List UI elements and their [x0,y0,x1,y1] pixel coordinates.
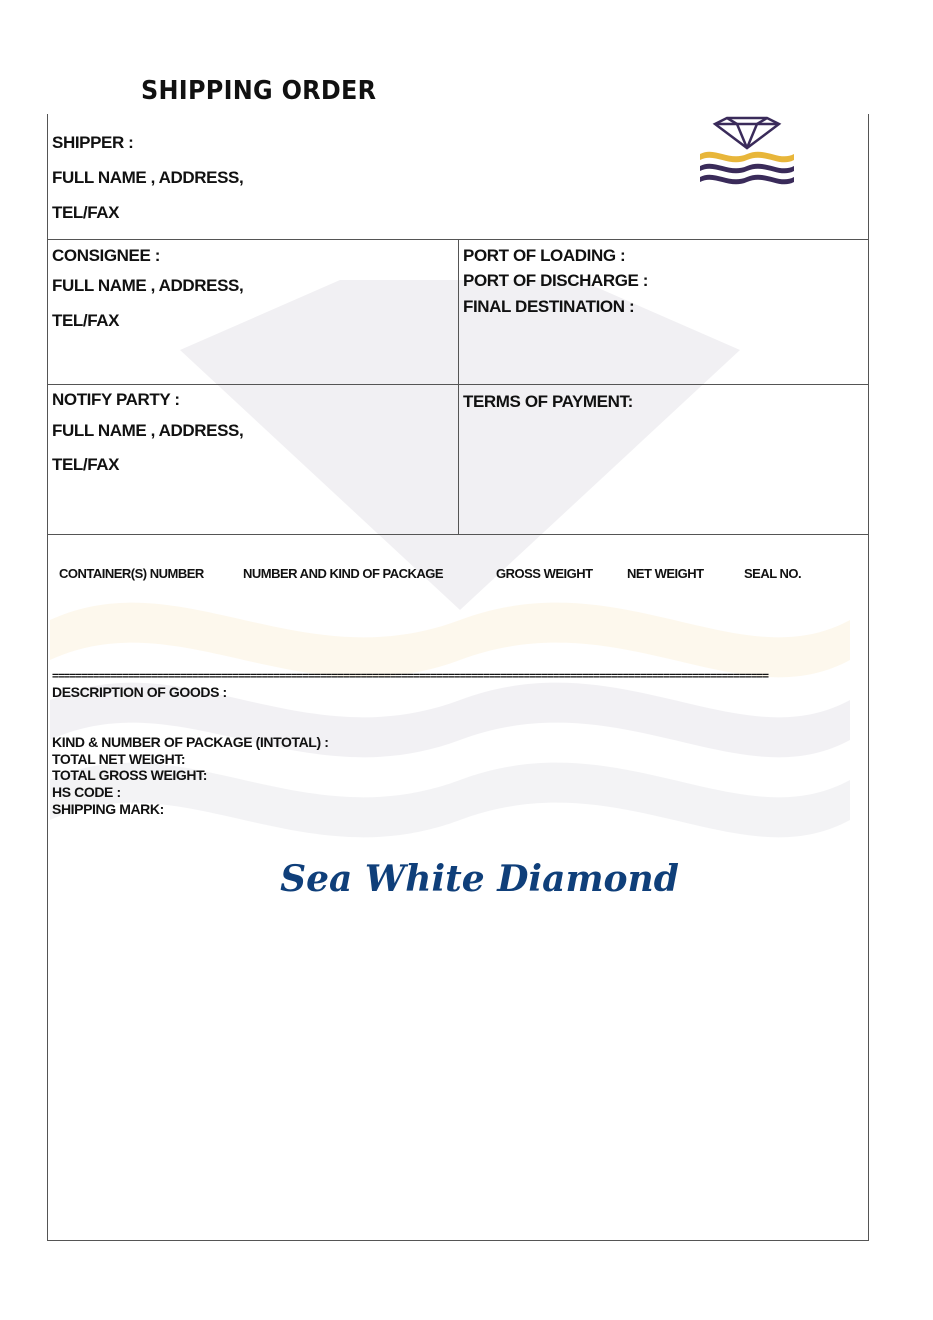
port-of-discharge-label: PORT OF DISCHARGE : [463,271,649,290]
total-gross-weight-label: TOTAL GROSS WEIGHT: [52,767,207,783]
company-brand-name: Sea White Diamond [280,858,679,900]
consignee-tel: TEL/FAX [52,311,120,330]
shipper-name-address: FULL NAME , ADDRESS, [52,168,244,187]
total-net-weight-label: TOTAL NET WEIGHT: [52,751,186,767]
final-destination-label: FINAL DESTINATION : [463,297,635,316]
shipper-tel: TEL/FAX [52,203,120,222]
shipper-label: SHIPPER : [52,133,134,152]
shipping-mark-label: SHIPPING MARK: [52,801,164,817]
kind-number-package-label: KIND & NUMBER OF PACKAGE (INTOTAL) : [52,734,329,750]
column-net-weight: NET WEIGHT [627,566,704,581]
column-container-number: CONTAINER(S) NUMBER [59,566,204,581]
notify-name-address: FULL NAME , ADDRESS, [52,421,244,440]
divider [47,534,868,535]
terms-of-payment-label: TERMS OF PAYMENT: [463,392,633,411]
divider [458,239,459,534]
hs-code-label: HS CODE : [52,784,121,800]
separator-line: =========================================================================================================================== [52,669,769,682]
notify-tel: TEL/FAX [52,455,120,474]
consignee-label: CONSIGNEE : [52,246,161,265]
column-seal-no: SEAL NO. [744,566,802,581]
column-package: NUMBER AND KIND OF PACKAGE [243,566,444,581]
port-of-loading-label: PORT OF LOADING : [463,246,626,265]
column-gross-weight: GROSS WEIGHT [496,566,593,581]
description-of-goods-label: DESCRIPTION OF GOODS : [52,684,227,700]
page-title: SHIPPING ORDER [141,76,377,106]
notify-party-label: NOTIFY PARTY : [52,390,180,409]
consignee-name-address: FULL NAME , ADDRESS, [52,276,244,295]
